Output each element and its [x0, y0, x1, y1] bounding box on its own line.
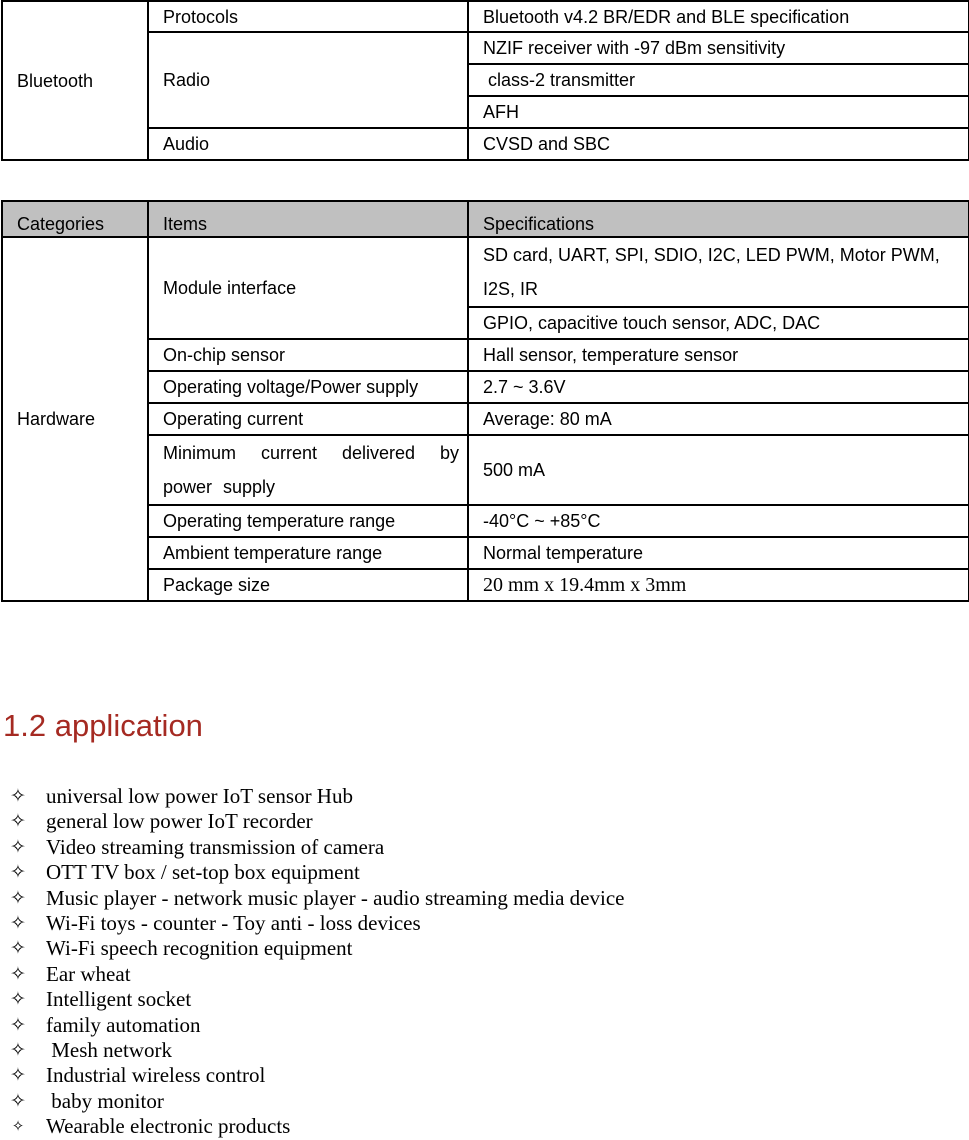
header-specifications: Specifications: [468, 201, 969, 237]
category-cell-hardware: Hardware: [2, 237, 148, 601]
list-item-text: Industrial wireless control: [46, 1063, 266, 1088]
spec-cell: Average: 80 mA: [468, 403, 969, 435]
spec-cell: 2.7 ~ 3.6V: [468, 371, 969, 403]
list-item-text: OTT TV box / set-top box equipment: [46, 860, 360, 885]
four-point-star-icon: ✧: [10, 1038, 26, 1061]
header-categories: Categories: [2, 201, 148, 237]
list-item-text: universal low power IoT sensor Hub: [46, 784, 353, 808]
four-point-star-icon: ✧: [10, 810, 26, 833]
list-item-text: baby monitor: [46, 1088, 164, 1113]
four-point-star-icon: ✧: [10, 785, 26, 807]
item-cell: On-chip sensor: [148, 339, 468, 371]
list-item-text: Ear wheat: [46, 961, 131, 986]
four-point-star-icon: ✧: [10, 835, 26, 858]
spec-cell: -40°C ~ +85°C: [468, 505, 969, 537]
four-point-star-icon: ✧: [10, 988, 26, 1011]
table-row: [2, 403, 969, 435]
list-item-text: Music player - network music player - audio streaming media device: [46, 885, 625, 910]
spec-cell: NZIF receiver with -97 dBm sensitivity: [468, 32, 969, 64]
list-item-text: Mesh network: [46, 1037, 172, 1062]
table-header-row: [2, 201, 969, 237]
spec-cell: Bluetooth v4.2 BR/EDR and BLE specification: [468, 1, 969, 32]
spec-cell: SD card, UART, SPI, SDIO, I2C, LED PWM, Motor PWM, I2S, IR: [468, 237, 969, 307]
item-cell: Protocols: [148, 1, 468, 32]
list-item-text: general low power IoT recorder: [46, 809, 313, 834]
section-title: 1.2 application: [3, 708, 203, 743]
item-cell: Radio: [148, 32, 468, 128]
table-row: [2, 537, 969, 569]
four-point-star-icon: ✧: [10, 937, 26, 960]
spec-cell: GPIO, capacitive touch sensor, ADC, DAC: [468, 307, 969, 339]
table-row: [2, 32, 969, 64]
item-cell: Operating temperature range: [148, 505, 468, 537]
table-row: [2, 237, 969, 307]
category-cell-bluetooth: Bluetooth: [2, 1, 148, 160]
spec-cell: class-2 transmitter: [468, 64, 969, 96]
list-item-text: Intelligent socket: [46, 987, 192, 1012]
hardware-spec-table: [1, 200, 969, 602]
spec-cell: CVSD and SBC: [468, 128, 969, 160]
four-point-star-icon: ✧: [10, 886, 26, 909]
spec-cell: 500 mA: [468, 435, 969, 505]
four-point-star-icon: ✧: [10, 1013, 26, 1036]
item-cell: Module interface: [148, 237, 468, 339]
spec-cell: Hall sensor, temperature sensor: [468, 339, 969, 371]
table-row: [2, 569, 969, 601]
list-item-text: Wi-Fi toys - counter - Toy anti - loss devices: [46, 910, 421, 935]
bluetooth-spec-table: [1, 0, 969, 161]
item-cell: Package size: [148, 569, 468, 601]
header-items: Items: [148, 201, 468, 237]
spec-cell: Normal temperature: [468, 537, 969, 569]
table-row: [2, 1, 969, 32]
four-point-star-icon: ✧: [10, 861, 26, 884]
item-cell: Operating voltage/Power supply: [148, 371, 468, 403]
item-cell: Minimum current delivered by power supply: [148, 435, 468, 505]
spec-cell: 20 mm x 19.4mm x 3mm: [468, 569, 969, 601]
list-item-text: Video streaming transmission of camera: [46, 834, 385, 859]
table-row: [2, 505, 969, 537]
four-point-star-icon: ✧: [10, 962, 26, 985]
table-row: [2, 435, 969, 505]
table-row: [2, 339, 969, 371]
table-row: [2, 128, 969, 160]
four-point-star-icon: ✧: [11, 1117, 25, 1136]
item-cell: Ambient temperature range: [148, 537, 468, 569]
spec-cell: AFH: [468, 96, 969, 128]
list-item-text: Wi-Fi speech recognition equipment: [46, 936, 353, 961]
four-point-star-icon: ✧: [10, 1064, 26, 1087]
four-point-star-icon: ✧: [10, 1089, 26, 1112]
item-cell: Audio: [148, 128, 468, 160]
list-item-text: Wearable electronic products: [46, 1114, 291, 1139]
four-point-star-icon: ✧: [10, 911, 26, 934]
item-cell: Operating current: [148, 403, 468, 435]
list-item-text: family automation: [46, 1012, 201, 1037]
table-row: [2, 371, 969, 403]
